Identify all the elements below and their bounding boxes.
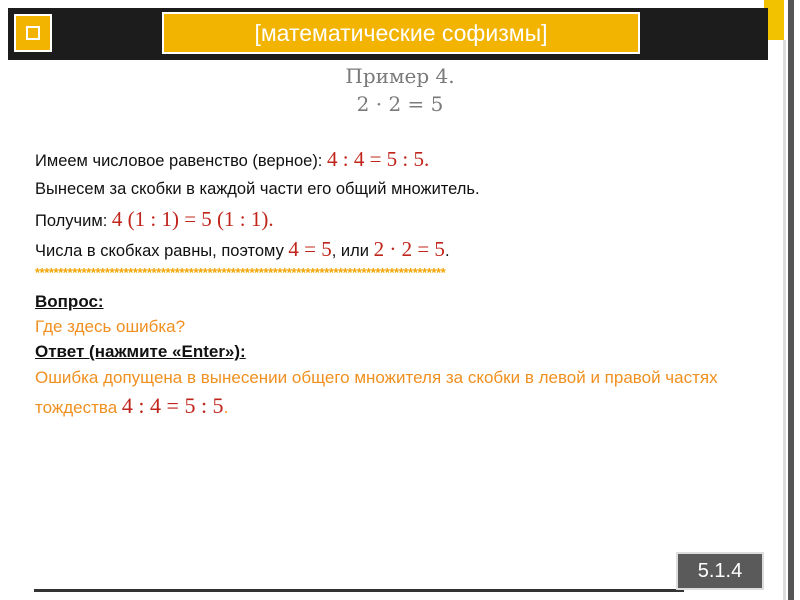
punct: . <box>268 207 274 231</box>
heading-line-2: 2 · 2 = 5 <box>356 92 444 116</box>
punct: . <box>223 398 229 417</box>
line-text: Числа в скобках равны, поэтому <box>35 242 289 260</box>
line-text: Получим: <box>35 212 112 230</box>
slide-body <box>35 144 765 286</box>
punct: . <box>444 242 450 260</box>
separator-stars: **************************************************************************************** <box>35 266 446 280</box>
body-line-4 <box>35 234 765 264</box>
qa-block <box>35 290 770 422</box>
line-text: Вынесем за скобки в каждой части его общий множитель. <box>35 180 480 198</box>
body-line-1 <box>35 144 765 174</box>
heading-line-1: Пример 4. <box>345 64 455 88</box>
body-line-2 <box>35 174 765 204</box>
body-line-3 <box>35 204 765 234</box>
slide-heading <box>0 62 800 118</box>
line-text: , или <box>331 242 374 260</box>
answer-label[interactable]: Ответ (нажмите «Enter»): <box>35 342 246 361</box>
answer-math: 4 : 4 = 5 : 5 <box>121 393 224 418</box>
header-title: [математические софизмы] <box>162 12 640 54</box>
math-expression: 4 = 5 <box>288 237 332 261</box>
question-label: Вопрос: <box>35 292 104 311</box>
footer-line <box>34 589 684 592</box>
page-number-badge: 5.1.4 <box>676 552 764 590</box>
answer-text <box>35 364 770 422</box>
question-text: Где здесь ошибка? <box>35 317 186 336</box>
light-stripe <box>783 40 786 600</box>
punct: . <box>424 147 430 171</box>
line-text: Имеем числовое равенство (верное): <box>35 152 327 170</box>
answer-text-body: Ошибка допущена в вынесении общего множителя за скобки в левой и правой частях тождества <box>35 368 718 417</box>
math-expression: 2 · 2 = 5 <box>373 237 445 261</box>
home-button[interactable] <box>14 14 52 52</box>
math-expression: 4 : 4 = 5 : 5 <box>326 147 424 171</box>
math-expression: 4 (1 : 1) = 5 (1 : 1) <box>111 207 269 231</box>
home-square-icon <box>26 26 40 40</box>
